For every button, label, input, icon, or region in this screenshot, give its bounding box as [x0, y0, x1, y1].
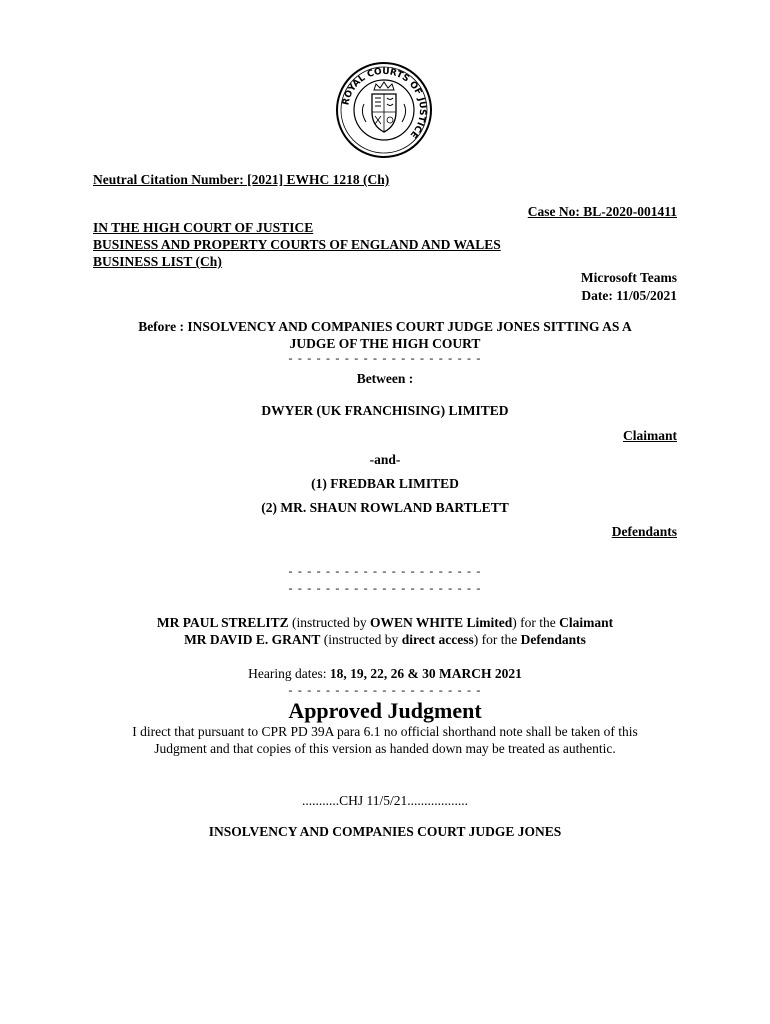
court-line-1: IN THE HIGH COURT OF JUSTICE: [93, 220, 314, 235]
court-line-3: BUSINESS LIST (Ch): [93, 254, 222, 269]
court-line-2: BUSINESS AND PROPERTY COURTS OF ENGLAND AND WALES: [93, 237, 501, 252]
counsel-claimant-text-2: ) for the: [512, 615, 560, 630]
judgment-date: Date: 11/05/2021: [581, 288, 677, 303]
counsel-claimant-name: MR PAUL STRELITZ: [156, 615, 289, 630]
before-line-2: JUDGE OF THE HIGH COURT: [289, 336, 481, 351]
and-label: -and-: [369, 452, 401, 467]
claimant-role: Claimant: [623, 428, 677, 443]
approved-judgment-heading: Approved Judgment: [288, 698, 482, 723]
counsel-claimant-party: Claimant: [559, 615, 614, 630]
royal-courts-seal-icon: [334, 60, 434, 160]
defendants-role: Defendants: [611, 524, 677, 539]
counsel-defendants-text-1: (instructed by: [320, 632, 402, 647]
judge-name: INSOLVENCY AND COMPANIES COURT JUDGE JONES: [208, 824, 562, 839]
counsel-defendants-party: Defendants: [520, 632, 586, 647]
between-label: Between :: [356, 371, 414, 386]
counsel-claimant-solicitor: OWEN WHITE Limited: [370, 615, 513, 630]
defendant-1: (1) FREDBAR LIMITED: [311, 476, 459, 491]
signature-line: ...........CHJ 11/5/21..................: [301, 793, 468, 808]
counsel-defendants-name: MR DAVID E. GRANT: [184, 632, 321, 647]
separator-dashes-3: - - - - - - - - - - - - - - - - - - - - -: [288, 581, 482, 595]
separator-dashes-2: - - - - - - - - - - - - - - - - - - - - -: [288, 564, 482, 578]
hearing-dates-label: Hearing dates:: [248, 666, 330, 681]
separator-dashes-4: - - - - - - - - - - - - - - - - - - - - -: [288, 683, 482, 697]
direction-line-1: I direct that pursuant to CPR PD 39A para 6.1 no official shorthand note shall be taken of this: [132, 724, 638, 739]
claimant-name: DWYER (UK FRANCHISING) LIMITED: [261, 403, 509, 418]
counsel-defendants-solicitor: direct access: [401, 632, 474, 647]
before-line-1: Before : INSOLVENCY AND COMPANIES COURT JUDGE JONES SITTING AS A: [138, 319, 632, 334]
counsel-defendants-text-2: ) for the: [473, 632, 521, 647]
hearing-dates: [0, 665, 770, 682]
direction-line-2: Judgment and that copies of this version as handed down may be treated as authentic.: [154, 741, 616, 756]
defendant-2: (2) MR. SHAUN ROWLAND BARTLETT: [261, 500, 509, 515]
hearing-venue: Microsoft Teams: [580, 270, 677, 285]
neutral-citation: Neutral Citation Number: [2021] EWHC 1218 (Ch): [93, 172, 390, 187]
case-number: Case No: BL-2020-001411: [527, 204, 677, 219]
svg-text:ROYAL COURTS OF JUSTICE: ROYAL COURTS OF JUSTICE: [341, 66, 428, 140]
counsel-defendants: [0, 631, 770, 648]
counsel-claimant: [0, 614, 770, 631]
hearing-dates-value: 18, 19, 22, 26 & 30 MARCH 2021: [329, 666, 522, 681]
counsel-claimant-text-1: (instructed by: [288, 615, 370, 630]
separator-dashes: - - - - - - - - - - - - - - - - - - - - -: [288, 351, 482, 365]
